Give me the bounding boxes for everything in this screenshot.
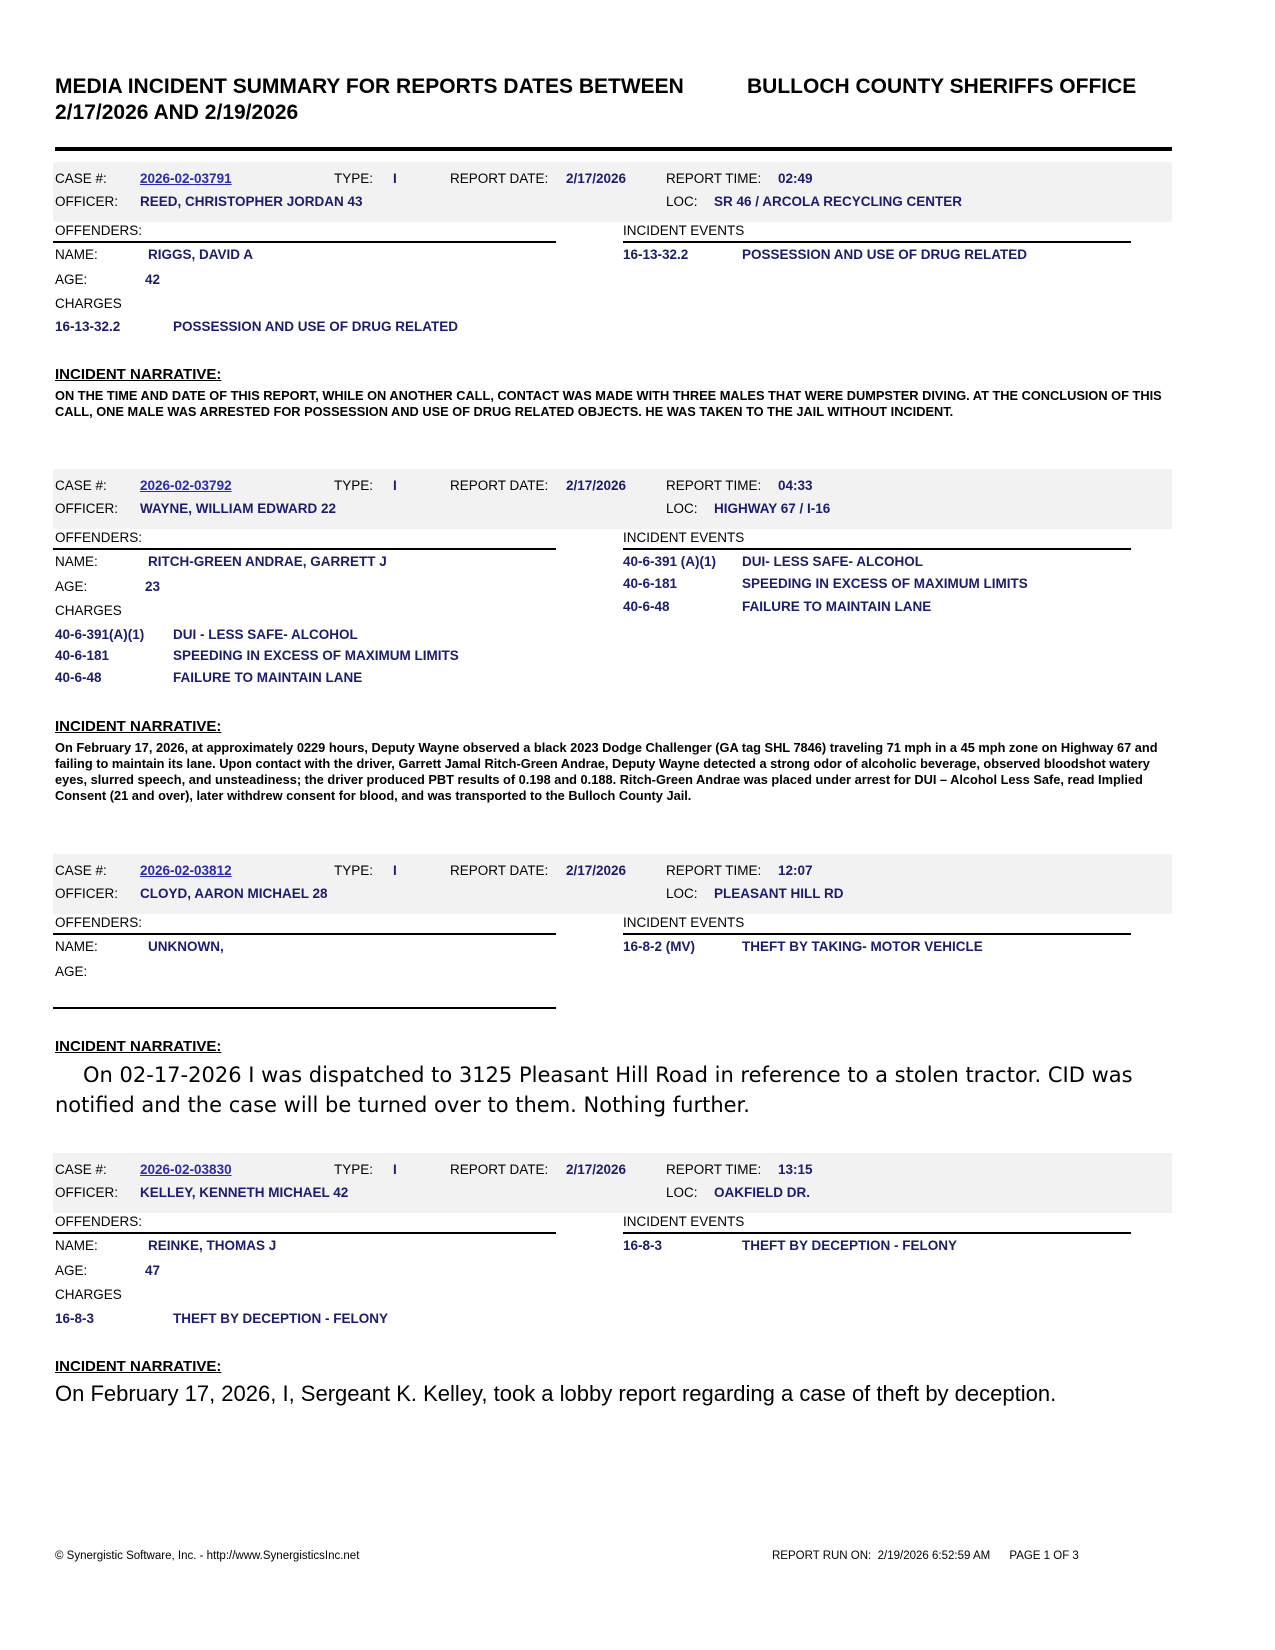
- narrative-heading: INCIDENT NARRATIVE:: [55, 718, 222, 735]
- report-date-label: REPORT DATE:: [450, 863, 549, 878]
- offender-name: REINKE, THOMAS J: [148, 1238, 277, 1253]
- charge-code: 40-6-391(A)(1): [55, 627, 145, 642]
- location-label: LOC:: [666, 501, 698, 516]
- report-time-value: 04:33: [778, 478, 813, 493]
- officer-value: REED, CHRISTOPHER JORDAN 43: [140, 194, 363, 209]
- footer-report-run: [772, 1550, 1079, 1562]
- report-date-value: 2/17/2026: [566, 863, 627, 878]
- events-rule: [623, 933, 1131, 935]
- incident-events-label: INCIDENT EVENTS: [623, 1214, 745, 1229]
- case-number-label: CASE #:: [55, 171, 107, 186]
- location-value: PLEASANT HILL RD: [714, 886, 844, 901]
- event-code: 40-6-48: [623, 599, 670, 614]
- report-time-value: 02:49: [778, 171, 813, 186]
- report-date-label: REPORT DATE:: [450, 1162, 549, 1177]
- location-label: LOC:: [666, 886, 698, 901]
- location-value: SR 46 / ARCOLA RECYCLING CENTER: [714, 194, 963, 209]
- type-label: TYPE:: [334, 478, 374, 493]
- type-label: TYPE:: [334, 171, 374, 186]
- incident-events-label: INCIDENT EVENTS: [623, 915, 745, 930]
- event-code: 40-6-181: [623, 576, 678, 591]
- offenders-rule: [53, 933, 556, 935]
- officer-label: OFFICER:: [55, 194, 118, 209]
- charge-description: FAILURE TO MAINTAIN LANE: [173, 670, 363, 685]
- offender-name: UNKNOWN,: [148, 939, 224, 954]
- report-run-value: 2/19/2026 6:52:59 AM: [877, 1550, 991, 1562]
- offenders-label: OFFENDERS:: [55, 1214, 143, 1229]
- events-rule: [623, 1232, 1131, 1234]
- incident-events-label: INCIDENT EVENTS: [623, 223, 745, 238]
- charge-code: 16-13-32.2: [55, 319, 121, 334]
- name-label: NAME:: [55, 247, 98, 262]
- report-time-value: 12:07: [778, 863, 813, 878]
- report-time-label: REPORT TIME:: [666, 863, 762, 878]
- offender-age: 47: [145, 1263, 161, 1278]
- offenders-label: OFFENDERS:: [55, 223, 143, 238]
- age-label: AGE:: [55, 1263, 88, 1278]
- narrative-text: On February 17, 2026, at approximately 0229 hours, Deputy Wayne observed a black 2023 Dodge Challenger (GA tag SHL 7846) traveling 71 mph in a 45 mph zone on Highway 67 and failing to maintain its lane. Upon contact with the driver, Garrett Jamal Ritch-Green Andrae, Deputy Wayne detected a strong odor of alcoholic beverage, observed bloodshot watery eyes, slurred speech, and unsteadiness; the driver produced PBT results of 0.198 and 0.188. Ritch-Green Andrae was placed under arrest for DUI – Alcohol Less Safe, read Implied Consent (21 and over), later withdrew consent for blood, and was transported to the Bulloch County Jail.: [55, 740, 1158, 803]
- charge-code: 40-6-48: [55, 670, 102, 685]
- charge-description: POSSESSION AND USE OF DRUG RELATED: [173, 319, 459, 334]
- offender-name: RITCH-GREEN ANDRAE, GARRETT J: [148, 554, 387, 569]
- narrative-text: ON THE TIME AND DATE OF THIS REPORT, WHILE ON ANOTHER CALL, CONTACT WAS MADE WITH THREE MALES THAT WERE DUMPSTER DIVING. AT THE CONCLUSION OF THIS CALL, ONE MALE WAS ARRESTED FOR POSSESSION AND USE OF DRUG RELATED OBJECTS. HE WAS TAKEN TO THE JAIL WITHOUT INCIDENT.: [55, 388, 1162, 419]
- type-value: I: [393, 478, 397, 493]
- charge-code: 16-8-3: [55, 1311, 95, 1326]
- case-number-label: CASE #:: [55, 478, 107, 493]
- offender-age: 23: [145, 579, 161, 594]
- event-code: 16-8-2 (MV): [623, 939, 696, 954]
- location-value: OAKFIELD DR.: [714, 1185, 810, 1200]
- charge-description: SPEEDING IN EXCESS OF MAXIMUM LIMITS: [173, 648, 459, 663]
- name-label: NAME:: [55, 554, 98, 569]
- narrative-heading: INCIDENT NARRATIVE:: [55, 1038, 222, 1055]
- case-number-link[interactable]: 2026-02-03792: [140, 478, 232, 493]
- type-label: TYPE:: [334, 863, 374, 878]
- case-number-link[interactable]: 2026-02-03830: [140, 1162, 232, 1177]
- narrative-heading: INCIDENT NARRATIVE:: [55, 1358, 222, 1375]
- title-divider: [55, 147, 1172, 151]
- event-description: POSSESSION AND USE OF DRUG RELATED: [742, 247, 1028, 262]
- narrative-text: On 02-17-2026 I was dispatched to 3125 Pleasant Hill Road in reference to a stolen tractor. CID was notified and the case will be turned over to them. Nothing further.: [55, 1063, 1133, 1117]
- age-label: AGE:: [55, 272, 88, 287]
- offenders-rule: [53, 1232, 556, 1234]
- narrative-heading: INCIDENT NARRATIVE:: [55, 366, 222, 383]
- name-label: NAME:: [55, 939, 98, 954]
- age-label: AGE:: [55, 579, 88, 594]
- event-description: FAILURE TO MAINTAIN LANE: [742, 599, 932, 614]
- narrative-text: On February 17, 2026, I, Sergeant K. Kelley, took a lobby report regarding a case of theft by deception.: [55, 1381, 1057, 1406]
- report-date-value: 2/17/2026: [566, 478, 627, 493]
- report-time-label: REPORT TIME:: [666, 1162, 762, 1177]
- case-number-link[interactable]: 2026-02-03791: [140, 171, 232, 186]
- offenders-label: OFFENDERS:: [55, 530, 143, 545]
- footer-copyright: © Synergistic Software, Inc. - http://www.SynergisticsInc.net: [55, 1550, 360, 1562]
- report-date-value: 2/17/2026: [566, 171, 627, 186]
- charge-description: DUI - LESS SAFE- ALCOHOL: [173, 627, 358, 642]
- location-label: LOC:: [666, 194, 698, 209]
- officer-value: KELLEY, KENNETH MICHAEL 42: [140, 1185, 349, 1200]
- report-time-value: 13:15: [778, 1162, 813, 1177]
- event-description: THEFT BY DECEPTION - FELONY: [742, 1238, 958, 1253]
- charge-description: THEFT BY DECEPTION - FELONY: [173, 1311, 389, 1326]
- events-rule: [623, 241, 1131, 243]
- location-label: LOC:: [666, 1185, 698, 1200]
- offenders-end-rule: [53, 1007, 556, 1009]
- charges-label: CHARGES: [55, 1287, 122, 1302]
- report-date-label: REPORT DATE:: [450, 478, 549, 493]
- page-indicator: PAGE 1 OF 3: [1009, 1550, 1079, 1562]
- case-number-link[interactable]: 2026-02-03812: [140, 863, 232, 878]
- case-number-label: CASE #:: [55, 1162, 107, 1177]
- agency-name: BULLOCH COUNTY SHERIFFS OFFICE: [747, 75, 1137, 98]
- event-code: 16-13-32.2: [623, 247, 689, 262]
- report-run-label: REPORT RUN ON:: [772, 1550, 872, 1562]
- type-value: I: [393, 863, 397, 878]
- name-label: NAME:: [55, 1238, 98, 1253]
- events-rule: [623, 548, 1131, 550]
- offender-age: 42: [145, 272, 161, 287]
- event-description: THEFT BY TAKING- MOTOR VEHICLE: [742, 939, 983, 954]
- type-value: I: [393, 171, 397, 186]
- offender-name: RIGGS, DAVID A: [148, 247, 254, 262]
- offenders-label: OFFENDERS:: [55, 915, 143, 930]
- event-description: SPEEDING IN EXCESS OF MAXIMUM LIMITS: [742, 576, 1028, 591]
- age-label: AGE:: [55, 964, 88, 979]
- officer-value: CLOYD, AARON MICHAEL 28: [140, 886, 328, 901]
- report-time-label: REPORT TIME:: [666, 171, 762, 186]
- officer-value: WAYNE, WILLIAM EDWARD 22: [140, 501, 337, 516]
- offenders-rule: [53, 548, 556, 550]
- type-label: TYPE:: [334, 1162, 374, 1177]
- charge-code: 40-6-181: [55, 648, 110, 663]
- charges-label: CHARGES: [55, 296, 122, 311]
- report-date-label: REPORT DATE:: [450, 171, 549, 186]
- officer-label: OFFICER:: [55, 886, 118, 901]
- case-number-label: CASE #:: [55, 863, 107, 878]
- offenders-rule: [53, 241, 556, 243]
- event-code: 16-8-3: [623, 1238, 663, 1253]
- officer-label: OFFICER:: [55, 501, 118, 516]
- charges-label: CHARGES: [55, 603, 122, 618]
- event-description: DUI- LESS SAFE- ALCOHOL: [742, 554, 923, 569]
- incident-events-label: INCIDENT EVENTS: [623, 530, 745, 545]
- type-value: I: [393, 1162, 397, 1177]
- location-value: HIGHWAY 67 / I-16: [714, 501, 831, 516]
- officer-label: OFFICER:: [55, 1185, 118, 1200]
- event-code: 40-6-391 (A)(1): [623, 554, 717, 569]
- report-time-label: REPORT TIME:: [666, 478, 762, 493]
- report-date-value: 2/17/2026: [566, 1162, 627, 1177]
- page-title: MEDIA INCIDENT SUMMARY FOR REPORTS DATES BETWEEN 2/17/2026 AND 2/19/2026: [55, 75, 684, 124]
